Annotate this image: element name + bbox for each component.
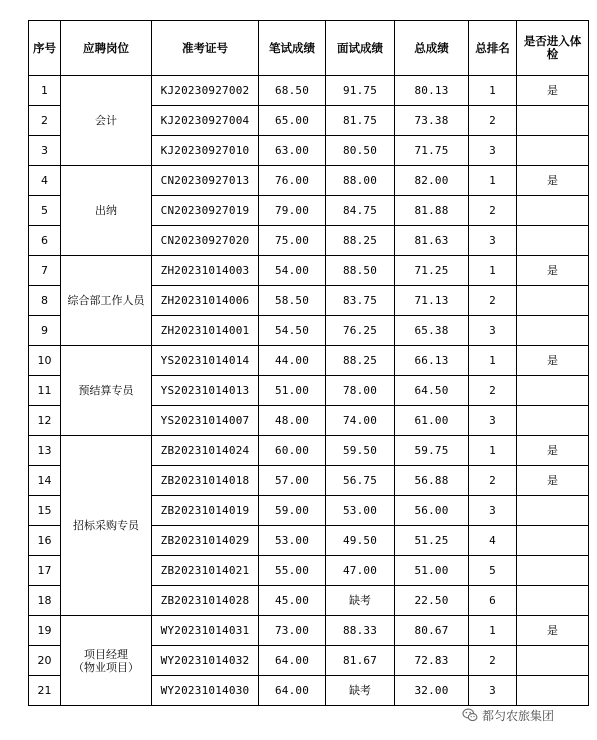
ticket-number: KJ20230927004 bbox=[152, 106, 259, 136]
ticket-number: CN20230927013 bbox=[152, 166, 259, 196]
header-rank: 总排名 bbox=[469, 21, 517, 76]
written-score: 55.00 bbox=[259, 556, 326, 586]
exam-status bbox=[517, 226, 589, 256]
rank: 6 bbox=[469, 586, 517, 616]
watermark-text: 都匀农旅集团 bbox=[482, 708, 555, 723]
exam-status bbox=[517, 496, 589, 526]
total-score: 82.00 bbox=[395, 166, 469, 196]
written-score: 58.50 bbox=[259, 286, 326, 316]
ticket-number: ZB20231014019 bbox=[152, 496, 259, 526]
table-row bbox=[29, 256, 589, 286]
exam-status bbox=[517, 376, 589, 406]
rank: 1 bbox=[469, 436, 517, 466]
row-number: 12 bbox=[29, 406, 61, 436]
interview-score: 缺考 bbox=[326, 676, 395, 706]
position-cell: 出纳 bbox=[61, 166, 152, 256]
total-score: 32.00 bbox=[395, 676, 469, 706]
rank: 2 bbox=[469, 286, 517, 316]
interview-score: 88.25 bbox=[326, 226, 395, 256]
row-number: 4 bbox=[29, 166, 61, 196]
exam-status bbox=[517, 406, 589, 436]
ticket-number: KJ20230927010 bbox=[152, 136, 259, 166]
total-score: 71.25 bbox=[395, 256, 469, 286]
total-score: 61.00 bbox=[395, 406, 469, 436]
row-number: 20 bbox=[29, 646, 61, 676]
header-ticket: 准考证号 bbox=[152, 21, 259, 76]
table-row bbox=[29, 166, 589, 196]
written-score: 59.00 bbox=[259, 496, 326, 526]
row-number: 1 bbox=[29, 76, 61, 106]
exam-status: 是 bbox=[517, 256, 589, 286]
ticket-number: WY20231014032 bbox=[152, 646, 259, 676]
total-score: 56.00 bbox=[395, 496, 469, 526]
written-score: 64.00 bbox=[259, 646, 326, 676]
row-number: 10 bbox=[29, 346, 61, 376]
results-body bbox=[29, 76, 589, 706]
interview-score: 53.00 bbox=[326, 496, 395, 526]
row-number: 14 bbox=[29, 466, 61, 496]
written-score: 54.00 bbox=[259, 256, 326, 286]
interview-score: 91.75 bbox=[326, 76, 395, 106]
header-position: 应聘岗位 bbox=[61, 21, 152, 76]
row-number: 8 bbox=[29, 286, 61, 316]
total-score: 56.88 bbox=[395, 466, 469, 496]
rank: 2 bbox=[469, 376, 517, 406]
total-score: 51.25 bbox=[395, 526, 469, 556]
exam-status: 是 bbox=[517, 616, 589, 646]
position-cell: 项目经理 （物业项目） bbox=[61, 616, 152, 706]
interview-score: 84.75 bbox=[326, 196, 395, 226]
ticket-number: ZB20231014029 bbox=[152, 526, 259, 556]
interview-score: 81.75 bbox=[326, 106, 395, 136]
watermark bbox=[462, 705, 554, 725]
exam-status: 是 bbox=[517, 436, 589, 466]
total-score: 59.75 bbox=[395, 436, 469, 466]
ticket-number: WY20231014030 bbox=[152, 676, 259, 706]
total-score: 51.00 bbox=[395, 556, 469, 586]
written-score: 73.00 bbox=[259, 616, 326, 646]
header-total: 总成绩 bbox=[395, 21, 469, 76]
ticket-number: YS20231014013 bbox=[152, 376, 259, 406]
interview-score: 56.75 bbox=[326, 466, 395, 496]
interview-score: 88.00 bbox=[326, 166, 395, 196]
exam-status bbox=[517, 556, 589, 586]
position-cell: 预结算专员 bbox=[61, 346, 152, 436]
total-score: 66.13 bbox=[395, 346, 469, 376]
exam-status bbox=[517, 136, 589, 166]
ticket-number: CN20230927019 bbox=[152, 196, 259, 226]
written-score: 48.00 bbox=[259, 406, 326, 436]
header-exam: 是否进入体检 bbox=[517, 21, 589, 76]
interview-score: 76.25 bbox=[326, 316, 395, 346]
total-score: 64.50 bbox=[395, 376, 469, 406]
exam-status bbox=[517, 526, 589, 556]
rank: 3 bbox=[469, 676, 517, 706]
position-cell: 综合部工作人员 bbox=[61, 256, 152, 346]
row-number: 17 bbox=[29, 556, 61, 586]
rank: 3 bbox=[469, 316, 517, 346]
total-score: 72.83 bbox=[395, 646, 469, 676]
written-score: 44.00 bbox=[259, 346, 326, 376]
rank: 3 bbox=[469, 406, 517, 436]
exam-status bbox=[517, 646, 589, 676]
row-number: 2 bbox=[29, 106, 61, 136]
ticket-number: ZH20231014001 bbox=[152, 316, 259, 346]
total-score: 81.63 bbox=[395, 226, 469, 256]
total-score: 81.88 bbox=[395, 196, 469, 226]
exam-status bbox=[517, 286, 589, 316]
table-row bbox=[29, 76, 589, 106]
exam-status bbox=[517, 676, 589, 706]
interview-score: 88.33 bbox=[326, 616, 395, 646]
row-number: 13 bbox=[29, 436, 61, 466]
table-row bbox=[29, 346, 589, 376]
ticket-number: ZB20231014024 bbox=[152, 436, 259, 466]
rank: 2 bbox=[469, 196, 517, 226]
row-number: 5 bbox=[29, 196, 61, 226]
interview-score: 78.00 bbox=[326, 376, 395, 406]
exam-status bbox=[517, 586, 589, 616]
ticket-number: YS20231014014 bbox=[152, 346, 259, 376]
row-number: 7 bbox=[29, 256, 61, 286]
ticket-number: ZB20231014028 bbox=[152, 586, 259, 616]
exam-status bbox=[517, 196, 589, 226]
written-score: 79.00 bbox=[259, 196, 326, 226]
row-number: 6 bbox=[29, 226, 61, 256]
ticket-number: ZH20231014003 bbox=[152, 256, 259, 286]
header-no: 序号 bbox=[29, 21, 61, 76]
total-score: 71.75 bbox=[395, 136, 469, 166]
total-score: 73.38 bbox=[395, 106, 469, 136]
rank: 4 bbox=[469, 526, 517, 556]
total-score: 65.38 bbox=[395, 316, 469, 346]
header-row bbox=[29, 21, 589, 76]
results-table bbox=[28, 20, 589, 706]
exam-status bbox=[517, 316, 589, 346]
row-number: 18 bbox=[29, 586, 61, 616]
ticket-number: CN20230927020 bbox=[152, 226, 259, 256]
row-number: 16 bbox=[29, 526, 61, 556]
header-written: 笔试成绩 bbox=[259, 21, 326, 76]
position-cell: 招标采购专员 bbox=[61, 436, 152, 616]
written-score: 64.00 bbox=[259, 676, 326, 706]
rank: 2 bbox=[469, 466, 517, 496]
total-score: 80.13 bbox=[395, 76, 469, 106]
ticket-number: ZB20231014021 bbox=[152, 556, 259, 586]
interview-score: 缺考 bbox=[326, 586, 395, 616]
total-score: 71.13 bbox=[395, 286, 469, 316]
interview-score: 81.67 bbox=[326, 646, 395, 676]
rank: 3 bbox=[469, 136, 517, 166]
written-score: 53.00 bbox=[259, 526, 326, 556]
interview-score: 88.50 bbox=[326, 256, 395, 286]
interview-score: 80.50 bbox=[326, 136, 395, 166]
total-score: 22.50 bbox=[395, 586, 469, 616]
table-row bbox=[29, 616, 589, 646]
interview-score: 49.50 bbox=[326, 526, 395, 556]
row-number: 21 bbox=[29, 676, 61, 706]
row-number: 9 bbox=[29, 316, 61, 346]
ticket-number: WY20231014031 bbox=[152, 616, 259, 646]
written-score: 75.00 bbox=[259, 226, 326, 256]
rank: 2 bbox=[469, 646, 517, 676]
exam-status: 是 bbox=[517, 346, 589, 376]
wechat-icon bbox=[462, 707, 478, 723]
row-number: 19 bbox=[29, 616, 61, 646]
written-score: 60.00 bbox=[259, 436, 326, 466]
written-score: 57.00 bbox=[259, 466, 326, 496]
interview-score: 83.75 bbox=[326, 286, 395, 316]
rank: 5 bbox=[469, 556, 517, 586]
ticket-number: ZB20231014018 bbox=[152, 466, 259, 496]
row-number: 15 bbox=[29, 496, 61, 526]
rank: 1 bbox=[469, 166, 517, 196]
exam-status: 是 bbox=[517, 466, 589, 496]
written-score: 76.00 bbox=[259, 166, 326, 196]
position-cell: 会计 bbox=[61, 76, 152, 166]
written-score: 54.50 bbox=[259, 316, 326, 346]
written-score: 63.00 bbox=[259, 136, 326, 166]
total-score: 80.67 bbox=[395, 616, 469, 646]
rank: 3 bbox=[469, 496, 517, 526]
ticket-number: YS20231014007 bbox=[152, 406, 259, 436]
interview-score: 88.25 bbox=[326, 346, 395, 376]
rank: 1 bbox=[469, 76, 517, 106]
rank: 1 bbox=[469, 616, 517, 646]
exam-status bbox=[517, 106, 589, 136]
exam-status: 是 bbox=[517, 76, 589, 106]
row-number: 11 bbox=[29, 376, 61, 406]
rank: 1 bbox=[469, 346, 517, 376]
written-score: 45.00 bbox=[259, 586, 326, 616]
row-number: 3 bbox=[29, 136, 61, 166]
interview-score: 74.00 bbox=[326, 406, 395, 436]
exam-status: 是 bbox=[517, 166, 589, 196]
interview-score: 47.00 bbox=[326, 556, 395, 586]
written-score: 51.00 bbox=[259, 376, 326, 406]
rank: 3 bbox=[469, 226, 517, 256]
written-score: 65.00 bbox=[259, 106, 326, 136]
ticket-number: ZH20231014006 bbox=[152, 286, 259, 316]
rank: 1 bbox=[469, 256, 517, 286]
ticket-number: KJ20230927002 bbox=[152, 76, 259, 106]
interview-score: 59.50 bbox=[326, 436, 395, 466]
rank: 2 bbox=[469, 106, 517, 136]
header-interview: 面试成绩 bbox=[326, 21, 395, 76]
table-row bbox=[29, 436, 589, 466]
written-score: 68.50 bbox=[259, 76, 326, 106]
